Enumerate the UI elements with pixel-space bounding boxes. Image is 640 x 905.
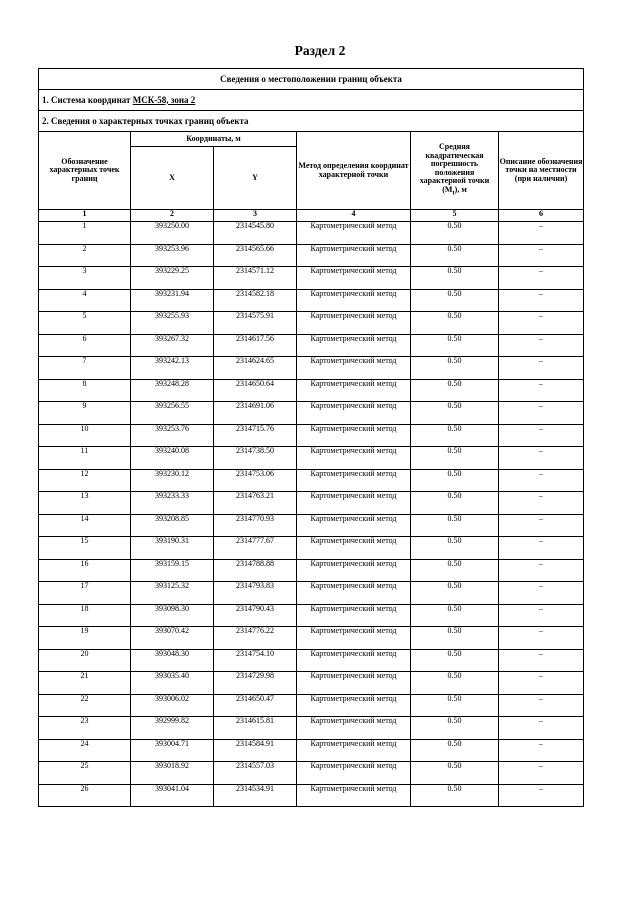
point-description: – — [499, 469, 584, 492]
table-row — [39, 559, 584, 582]
point-description: – — [499, 717, 584, 740]
point-error: 0.50 — [411, 604, 499, 627]
point-method: Картометрический метод — [297, 402, 411, 425]
point-number: 25 — [39, 762, 131, 785]
point-y: 2314788.88 — [214, 559, 297, 582]
table-title: Сведения о местоположении границ объекта — [39, 69, 584, 90]
point-description: – — [499, 694, 584, 717]
point-description: – — [499, 267, 584, 290]
point-x: 393159.15 — [131, 559, 214, 582]
point-number: 15 — [39, 537, 131, 560]
point-y: 2314790.43 — [214, 604, 297, 627]
point-x: 393253.96 — [131, 244, 214, 267]
point-error: 0.50 — [411, 447, 499, 470]
point-x: 393250.00 — [131, 222, 214, 245]
point-error: 0.50 — [411, 717, 499, 740]
point-method: Картометрический метод — [297, 334, 411, 357]
point-y: 2314565.66 — [214, 244, 297, 267]
point-error: 0.50 — [411, 312, 499, 335]
point-error: 0.50 — [411, 762, 499, 785]
point-error: 0.50 — [411, 357, 499, 380]
point-method: Картометрический метод — [297, 312, 411, 335]
point-x: 393070.42 — [131, 627, 214, 650]
point-method: Картометрический метод — [297, 244, 411, 267]
table-row — [39, 312, 584, 335]
table-row — [39, 604, 584, 627]
boundary-points-table — [38, 68, 584, 807]
point-y: 2314617.56 — [214, 334, 297, 357]
point-y: 2314691.06 — [214, 402, 297, 425]
header-designation: Обозначение характерных точек границ — [39, 132, 131, 210]
point-x: 393125.32 — [131, 582, 214, 605]
point-number: 13 — [39, 492, 131, 515]
point-error: 0.50 — [411, 244, 499, 267]
point-description: – — [499, 672, 584, 695]
point-description: – — [499, 334, 584, 357]
point-y: 2314582.18 — [214, 289, 297, 312]
point-number: 19 — [39, 627, 131, 650]
point-description: – — [499, 244, 584, 267]
point-error: 0.50 — [411, 267, 499, 290]
table-row — [39, 739, 584, 762]
point-number: 14 — [39, 514, 131, 537]
point-method: Картометрический метод — [297, 492, 411, 515]
point-number: 4 — [39, 289, 131, 312]
column-number: 5 — [411, 210, 499, 222]
point-description: – — [499, 582, 584, 605]
point-y: 2314770.93 — [214, 514, 297, 537]
point-number: 24 — [39, 739, 131, 762]
table-row — [39, 289, 584, 312]
table-row — [39, 402, 584, 425]
point-method: Картометрический метод — [297, 717, 411, 740]
point-error: 0.50 — [411, 672, 499, 695]
point-description: – — [499, 604, 584, 627]
table-row — [39, 424, 584, 447]
point-y: 2314738.50 — [214, 447, 297, 470]
table-row — [39, 694, 584, 717]
point-method: Картометрический метод — [297, 537, 411, 560]
point-number: 9 — [39, 402, 131, 425]
point-method: Картометрический метод — [297, 469, 411, 492]
point-x: 393233.33 — [131, 492, 214, 515]
point-y: 2314615.81 — [214, 717, 297, 740]
point-y: 2314575.91 — [214, 312, 297, 335]
point-method: Картометрический метод — [297, 289, 411, 312]
point-method: Картометрический метод — [297, 379, 411, 402]
point-error: 0.50 — [411, 559, 499, 582]
point-number: 10 — [39, 424, 131, 447]
point-method: Картометрический метод — [297, 762, 411, 785]
point-description: – — [499, 762, 584, 785]
header-x: X — [131, 147, 214, 210]
point-number: 17 — [39, 582, 131, 605]
point-y: 2314715.76 — [214, 424, 297, 447]
point-error: 0.50 — [411, 222, 499, 245]
table-row — [39, 717, 584, 740]
point-description: – — [499, 424, 584, 447]
point-method: Картометрический метод — [297, 784, 411, 807]
point-method: Картометрический метод — [297, 559, 411, 582]
point-method: Картометрический метод — [297, 514, 411, 537]
point-description: – — [499, 402, 584, 425]
table-row — [39, 222, 584, 245]
point-error: 0.50 — [411, 424, 499, 447]
point-description: – — [499, 379, 584, 402]
point-error: 0.50 — [411, 469, 499, 492]
point-x: 393253.76 — [131, 424, 214, 447]
point-y: 2314534.91 — [214, 784, 297, 807]
header-error-sub: t — [452, 189, 455, 197]
table-row — [39, 672, 584, 695]
point-x: 393229.25 — [131, 267, 214, 290]
point-number: 16 — [39, 559, 131, 582]
point-x: 393255.93 — [131, 312, 214, 335]
point-method: Картометрический метод — [297, 447, 411, 470]
point-method: Картометрический метод — [297, 267, 411, 290]
header-y: Y — [214, 147, 297, 210]
table-row — [39, 627, 584, 650]
point-x: 393041.04 — [131, 784, 214, 807]
table-row — [39, 649, 584, 672]
point-number: 22 — [39, 694, 131, 717]
point-y: 2314650.47 — [214, 694, 297, 717]
column-number: 6 — [499, 210, 584, 222]
point-y: 2314729.98 — [214, 672, 297, 695]
point-x: 393004.71 — [131, 739, 214, 762]
point-x: 393190.31 — [131, 537, 214, 560]
point-description: – — [499, 312, 584, 335]
table-row — [39, 267, 584, 290]
coordinate-system-row — [39, 90, 584, 111]
point-x: 393230.12 — [131, 469, 214, 492]
point-description: – — [499, 537, 584, 560]
point-error: 0.50 — [411, 582, 499, 605]
point-number: 1 — [39, 222, 131, 245]
point-method: Картометрический метод — [297, 739, 411, 762]
point-number: 7 — [39, 357, 131, 380]
header-error-main: Средняя квадратическая погрешность положения характерной точки (M — [419, 142, 490, 194]
point-number: 26 — [39, 784, 131, 807]
point-method: Картометрический метод — [297, 582, 411, 605]
point-method: Картометрический метод — [297, 649, 411, 672]
table-row — [39, 784, 584, 807]
point-x: 393240.08 — [131, 447, 214, 470]
point-error: 0.50 — [411, 784, 499, 807]
table-row — [39, 447, 584, 470]
point-x: 393006.02 — [131, 694, 214, 717]
point-y: 2314545.80 — [214, 222, 297, 245]
point-method: Картометрический метод — [297, 424, 411, 447]
table-row — [39, 514, 584, 537]
point-error: 0.50 — [411, 649, 499, 672]
point-number: 23 — [39, 717, 131, 740]
point-error: 0.50 — [411, 694, 499, 717]
table-row — [39, 334, 584, 357]
points-section-label: 2. Сведения о характерных точках границ объекта — [39, 111, 584, 132]
point-x: 393267.32 — [131, 334, 214, 357]
column-number: 2 — [131, 210, 214, 222]
point-error: 0.50 — [411, 537, 499, 560]
point-x: 392999.82 — [131, 717, 214, 740]
table-row — [39, 762, 584, 785]
point-method: Картометрический метод — [297, 222, 411, 245]
column-number: 3 — [214, 210, 297, 222]
column-number-row — [39, 210, 584, 222]
column-number: 1 — [39, 210, 131, 222]
table-row — [39, 244, 584, 267]
header-error-tail: ), м — [454, 184, 467, 194]
point-description: – — [499, 559, 584, 582]
point-number: 20 — [39, 649, 131, 672]
point-description: – — [499, 289, 584, 312]
point-error: 0.50 — [411, 334, 499, 357]
point-x: 393098.30 — [131, 604, 214, 627]
point-description: – — [499, 739, 584, 762]
point-number: 3 — [39, 267, 131, 290]
table-row — [39, 537, 584, 560]
point-number: 5 — [39, 312, 131, 335]
column-number: 4 — [297, 210, 411, 222]
point-x: 393231.94 — [131, 289, 214, 312]
point-y: 2314624.65 — [214, 357, 297, 380]
point-y: 2314584.91 — [214, 739, 297, 762]
point-x: 393035.40 — [131, 672, 214, 695]
point-error: 0.50 — [411, 492, 499, 515]
table-row — [39, 357, 584, 380]
header-method: Метод определения координат характерной точки — [297, 132, 411, 210]
table-row — [39, 492, 584, 515]
header-description: Описание обозначения точки на местности (при наличии) — [499, 132, 584, 210]
point-number: 18 — [39, 604, 131, 627]
table-row — [39, 379, 584, 402]
point-error: 0.50 — [411, 379, 499, 402]
point-error: 0.50 — [411, 402, 499, 425]
point-error: 0.50 — [411, 289, 499, 312]
section-title: Раздел 2 — [294, 43, 346, 58]
point-y: 2314754.10 — [214, 649, 297, 672]
point-y: 2314557.03 — [214, 762, 297, 785]
point-x: 393256.55 — [131, 402, 214, 425]
point-error: 0.50 — [411, 514, 499, 537]
point-description: – — [499, 222, 584, 245]
table-row — [39, 469, 584, 492]
point-method: Картометрический метод — [297, 357, 411, 380]
point-description: – — [499, 357, 584, 380]
point-y: 2314763.21 — [214, 492, 297, 515]
point-error: 0.50 — [411, 739, 499, 762]
point-y: 2314777.67 — [214, 537, 297, 560]
point-method: Картометрический метод — [297, 694, 411, 717]
point-description: – — [499, 784, 584, 807]
point-number: 11 — [39, 447, 131, 470]
point-x: 393208.85 — [131, 514, 214, 537]
coordinate-system-value: МСК-58, зона 2 — [132, 94, 196, 105]
point-number: 21 — [39, 672, 131, 695]
point-method: Картометрический метод — [297, 672, 411, 695]
header-coords: Координаты, м — [131, 132, 297, 147]
point-y: 2314571.12 — [214, 267, 297, 290]
point-description: – — [499, 514, 584, 537]
point-method: Картометрический метод — [297, 604, 411, 627]
point-description: – — [499, 649, 584, 672]
coordinate-system-label: 1. Система координат — [42, 94, 131, 105]
point-error: 0.50 — [411, 627, 499, 650]
point-number: 2 — [39, 244, 131, 267]
point-x: 393048.30 — [131, 649, 214, 672]
point-description: – — [499, 492, 584, 515]
point-x: 393242.13 — [131, 357, 214, 380]
point-x: 393248.28 — [131, 379, 214, 402]
point-y: 2314776.22 — [214, 627, 297, 650]
header-error — [411, 132, 499, 210]
point-number: 8 — [39, 379, 131, 402]
point-method: Картометрический метод — [297, 627, 411, 650]
point-number: 12 — [39, 469, 131, 492]
point-number: 6 — [39, 334, 131, 357]
point-description: – — [499, 447, 584, 470]
point-y: 2314650.64 — [214, 379, 297, 402]
point-y: 2314793.83 — [214, 582, 297, 605]
point-x: 393018.92 — [131, 762, 214, 785]
point-description: – — [499, 627, 584, 650]
table-row — [39, 582, 584, 605]
point-y: 2314753.06 — [214, 469, 297, 492]
